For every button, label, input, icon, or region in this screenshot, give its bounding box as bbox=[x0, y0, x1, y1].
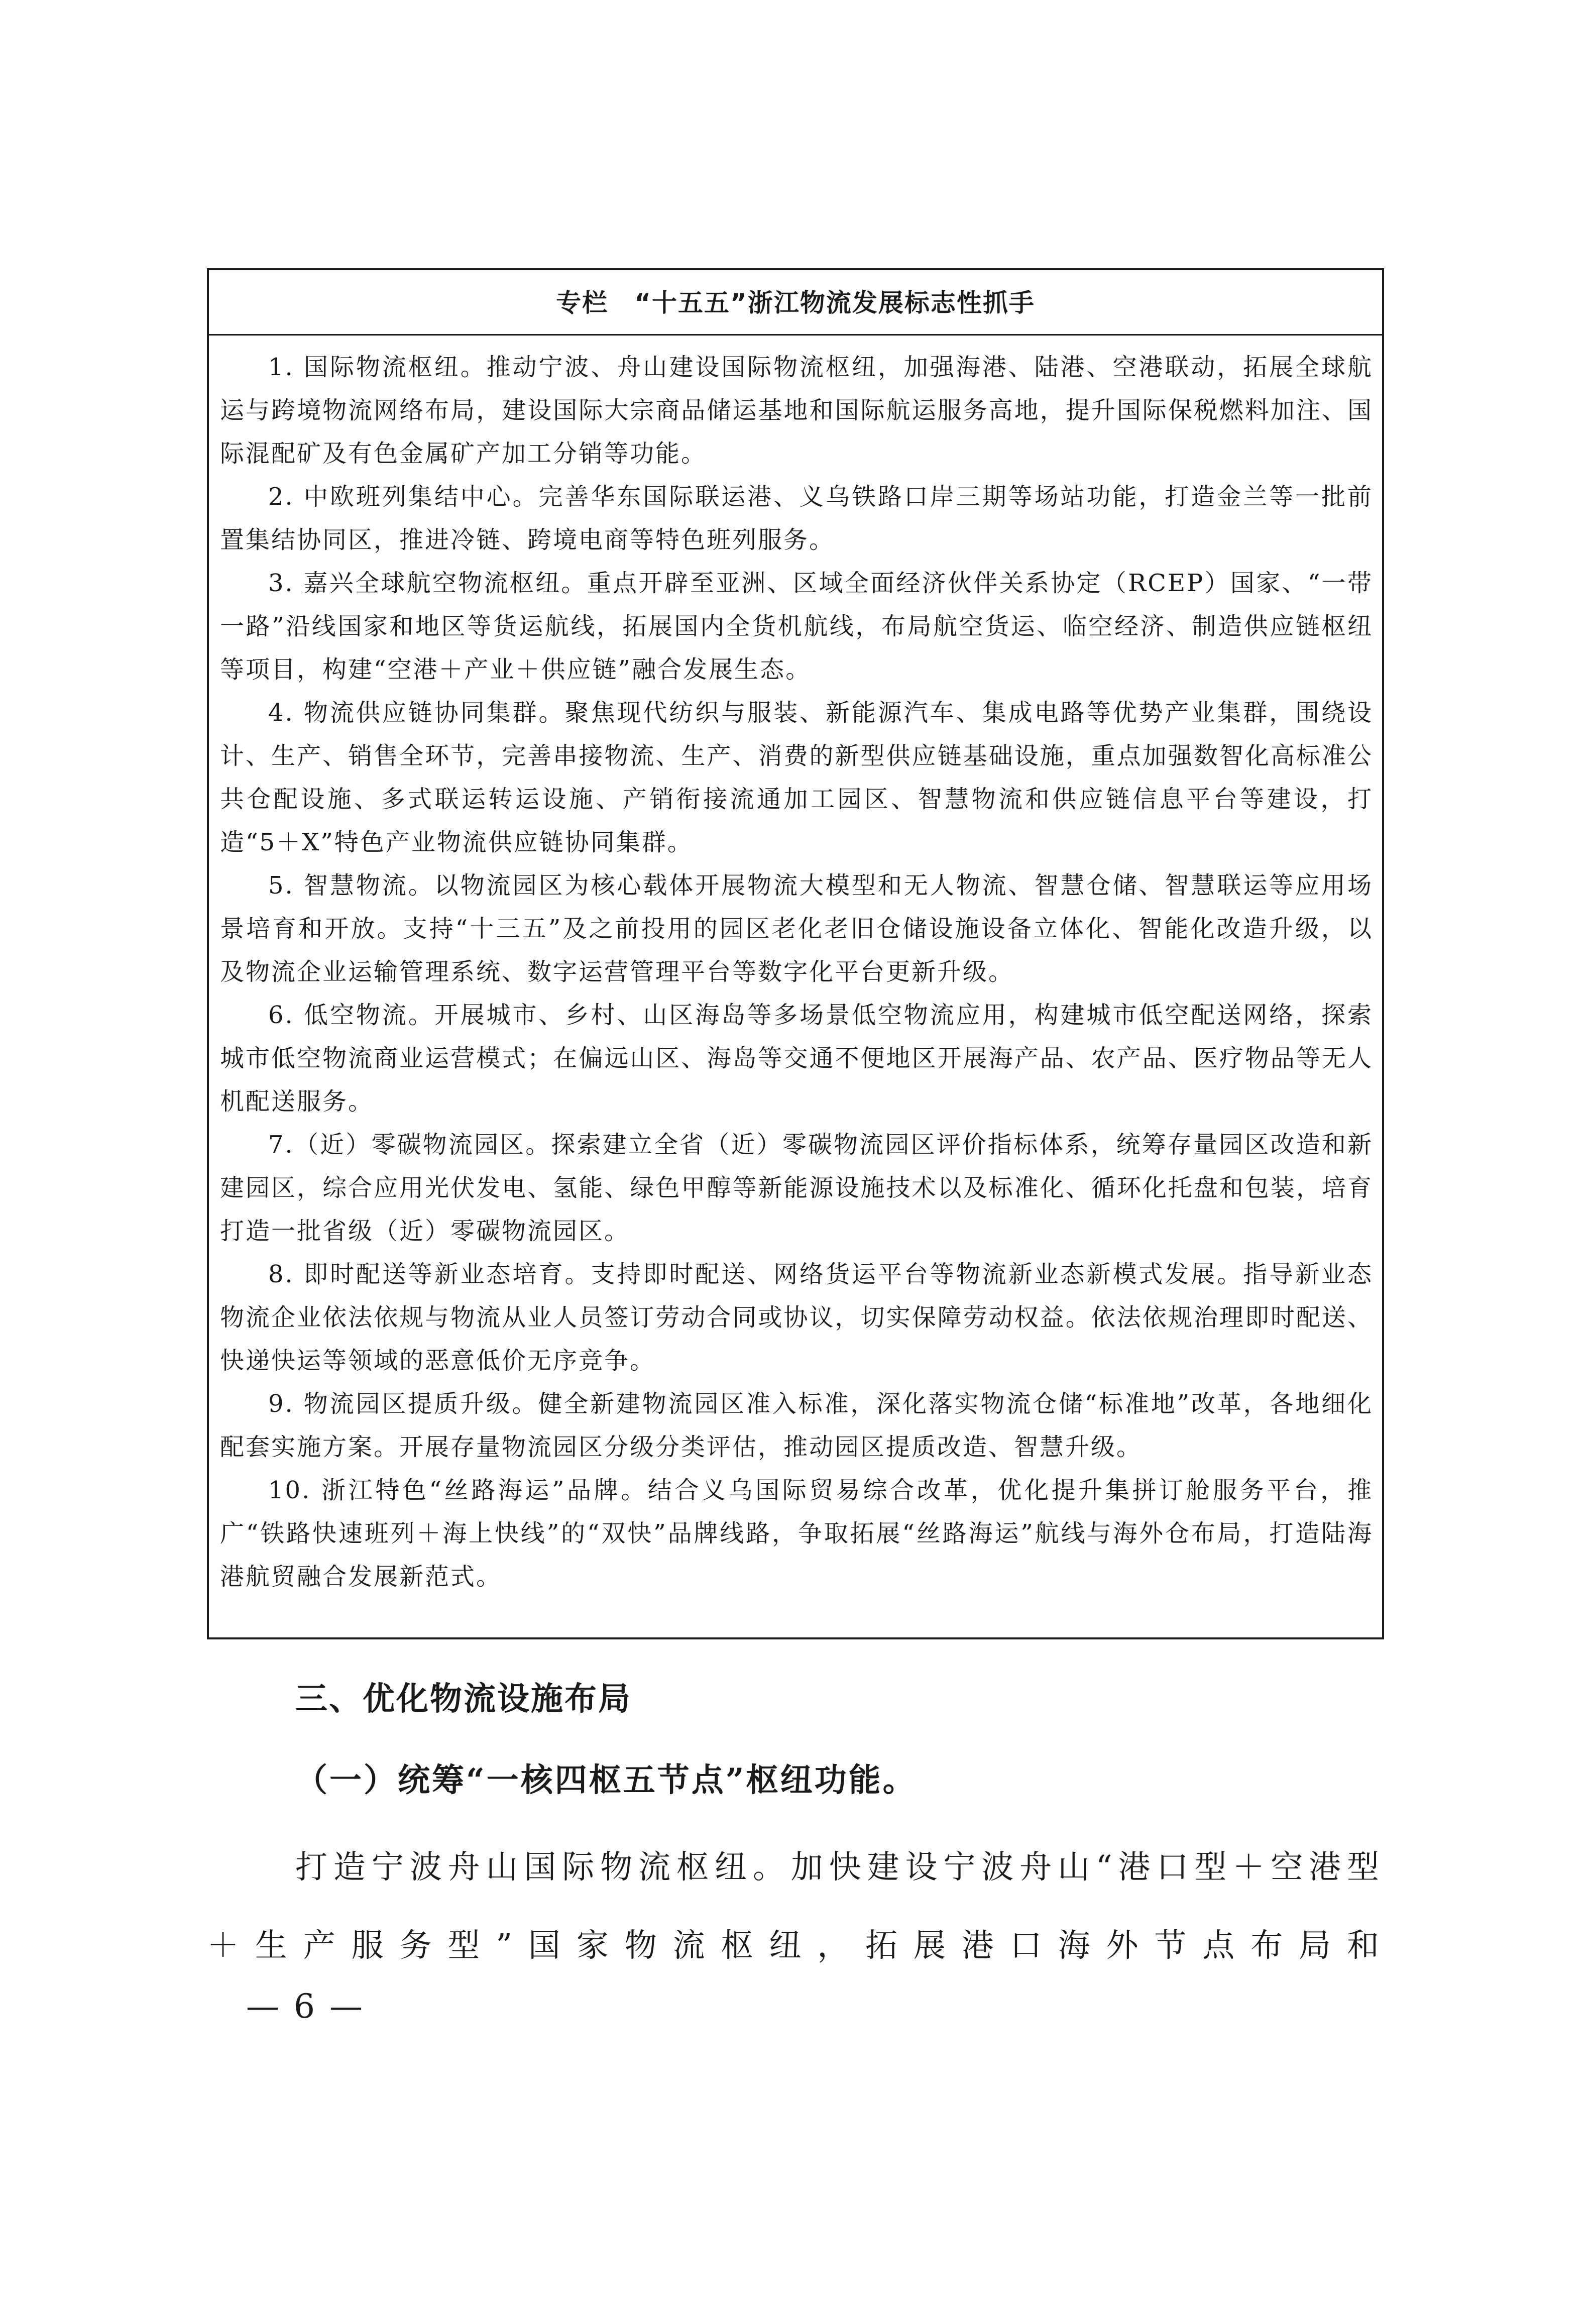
feature-item: 2. 中欧班列集结中心。完善华东国际联运港、义乌铁路口岸三期等场站功能，打造金兰等一批前置集结协同区，推进冷链、跨境电商等特色班列服务。 bbox=[220, 483, 1373, 554]
feature-item: 7.（近）零碳物流园区。探索建立全省（近）零碳物流园区评价指标体系，统筹存量园区改造和新建园区，综合应用光伏发电、氢能、绿色甲醇等新能源设施技术以及标准化、循环化托盘和包装，培育打造一批省级（近）零碳物流园区。 bbox=[220, 1131, 1373, 1245]
page-number: — 6 — bbox=[246, 1987, 365, 2026]
feature-item: 4. 物流供应链协同集群。聚焦现代纺织与服装、新能源汽车、集成电路等优势产业集群，围绕设计、生产、销售全环节，完善串接物流、生产、消费的新型供应链基础设施，重点加强数智化高标准公共仓配设施、多式联运转运设施、产销衔接流通加工园区、智慧物流和供应链信息平台等建设，打造“5＋X”特色产业物流供应链协同集群。 bbox=[220, 699, 1373, 856]
section-heading: 三、优化物流设施布局 bbox=[295, 1681, 632, 1718]
feature-item: 3. 嘉兴全球航空物流枢纽。重点开辟至亚洲、区域全面经济伙伴关系协定（RCEP）国家、“一带一路”沿线国家和地区等货运航线，拓展国内全货机航线，布局航空货运、临空经济、制造供应链枢纽等项目，构建“空港＋产业＋供应链”融合发展生态。 bbox=[220, 569, 1373, 684]
feature-item: 9. 物流园区提质升级。健全新建物流园区准入标准，深化落实物流仓储“标准地”改革，各地细化配套实施方案。开展存量物流园区分级分类评估，推动园区提质改造、智慧升级。 bbox=[220, 1390, 1373, 1461]
feature-item: 6. 低空物流。开展城市、乡村、山区海岛等多场景低空物流应用，构建城市低空配送网络，探索城市低空物流商业运营模式；在偏远山区、海岛等交通不便地区开展海产品、农产品、医疗物品等无人机配送服务。 bbox=[220, 1001, 1373, 1116]
feature-item: 5. 智慧物流。以物流园区为核心载体开展物流大模型和无人物流、智慧仓储、智慧联运等应用场景培育和开放。支持“十三五”及之前投用的园区老化老旧仓储设施设备立体化、智能化改造升级，以及物流企业运输管理系统、数字运营管理平台等数字化平台更新升级。 bbox=[220, 871, 1373, 986]
feature-item: 10. 浙江特色“丝路海运”品牌。结合义乌国际贸易综合改革，优化提升集拼订舱服务平台，推广“铁路快速班列＋海上快线”的“双快”品牌线路，争取拓展“丝路海运”航线与海外仓布局，打造陆海港航贸融合发展新范式。 bbox=[220, 1476, 1373, 1591]
feature-item: 1. 国际物流枢纽。推动宁波、舟山建设国际物流枢纽，加强海港、陆港、空港联动，拓展全球航运与跨境物流网络布局，建设国际大宗商品储运基地和国际航运服务高地，提升国际保税燃料加注、国际混配矿及有色金属矿产加工分销等功能。 bbox=[220, 353, 1373, 468]
feature-box-title: 专栏 “十五五”浙江物流发展标志性抓手 bbox=[209, 270, 1382, 336]
body-paragraph: 打造宁波舟山国际物流枢纽。加快建设宁波舟山“港口型＋空港型＋生产服务型”国家物流枢纽，拓展港口海外节点布局和 bbox=[207, 1849, 1384, 1964]
feature-item: 8. 即时配送等新业态培育。支持即时配送、网络货运平台等物流新业态新模式发展。指导新业态物流企业依法依规与物流从业人员签订劳动合同或协议，切实保障劳动权益。依法依规治理即时配送、快递快运等领域的恶意低价无序竞争。 bbox=[220, 1260, 1373, 1375]
feature-box bbox=[207, 268, 1384, 1639]
feature-box-body bbox=[220, 346, 1373, 1631]
sub-heading: （一）统筹“一核四枢五节点”枢纽功能。 bbox=[295, 1761, 917, 1799]
